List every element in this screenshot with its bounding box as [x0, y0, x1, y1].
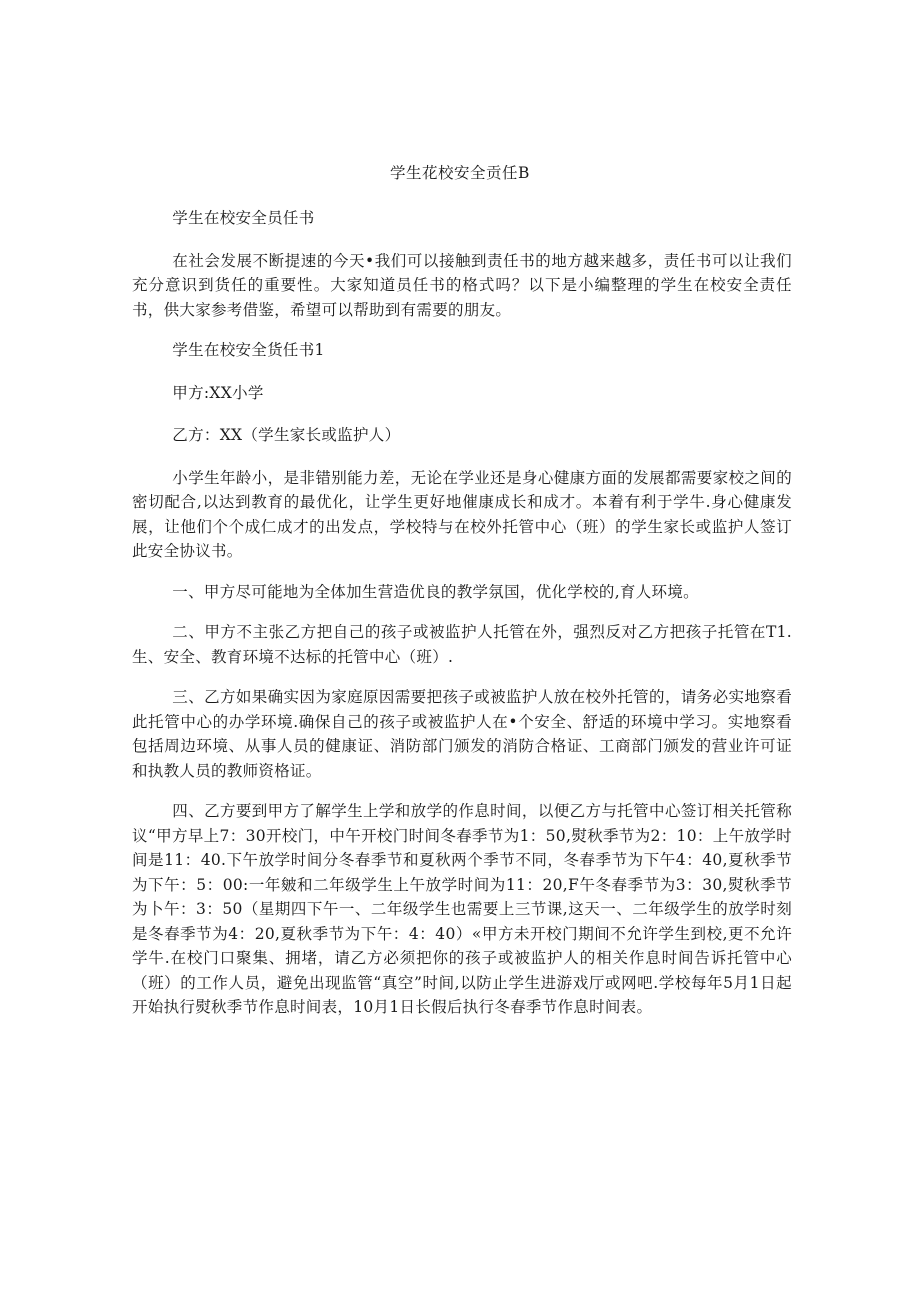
clause-4: 四、乙方要到甲方了解学生上学和放学的作息时间，以便乙方与托管中心签订相关托管称议“甲方早上7：30开校门，中午开校门时间冬春季节为1：50,熨秋季节为2：10：上午放学时间是11：40.下午放学时间分冬春季节和夏秋两个季节不同，冬春季节为下午4：40,夏秋季节为下午：5：00:一年皴和二年级学生上午放学时间为11：20,F午冬春季节为3：30,熨秋季节为卜午：3：50（星期四下午一、二年级学生也需要上三节课,这天一、二年级学生的放学时刻是冬春季节为4：20,夏秋季节为下午：4：40）«甲方未开校门期间不允许学生到校,更不允许学牛.在校门口聚集、拥堵，请乙方必须把你的孩子或被监护人的相关作息时间告诉托管中心（班）的工作人员，避免出现监管“真空”时间,以防止学生进游戏厅或网吧.学校每年5月1日起开始执行熨秋季节作息时间表，10月1日长假后执行冬春季节作息时间表。: [132, 802, 792, 1016]
party-b-line: 乙方：XX（学生家长或监护人）: [172, 426, 401, 444]
clause-3: 三、乙方如果确实因为家庭原因需要把孩子或被监护人放在校外托管的，请务必实地察看此托管中心的办学环境.确保自己的孩子或被监护人在•个安全、舒适的环境中学习。实地察看包括周边环境、从事人员的健康证、消防部门颁发的消防合格证、工商部门颁发的营业许可证和执教人员的教师资格证。: [132, 688, 792, 780]
preamble-paragraph: 小学生年龄小，是非错别能力差，无论在学业还是身心健康方面的发展都需要家校之间的密切配合,以达到教育的最优化，让学生更好地催康成长和成才。本着有利于学牛.身心健康发展，让他们个个成仁成才的出发点，学校特与在校外托管中心（班）的学生家长或监护人签订此安全协议书。: [132, 468, 792, 560]
intro-paragraph: 在社会发展不断提速的今天•我们可以接触到责任书的地方越来越多，责任书可以让我们充分意识到货任的重要性。大家知道员任书的格式吗？以下是小编整理的学生在校安全责任书，供大家参考借鉴，希望可以帮助到有需要的朋友。: [132, 251, 792, 319]
document-title: 学生花校安全贡任B: [390, 164, 530, 182]
clause-1: 一、甲方尽可能地为全体加生营造优良的教学氛国，优化学校的,育人环境。: [172, 582, 699, 601]
party-a-line: 甲方:XX小学: [172, 383, 264, 402]
document-subtitle: 学生在校安全员任书: [172, 209, 315, 227]
document-body: [132, 206, 792, 1036]
section-heading: 学生在校安全货任书1: [172, 341, 325, 359]
clause-2: 二、甲方不主张乙方把自己的孩子或被监护人托管在外，强烈反对乙方把孩子托管在T1.生、安全、教育环境不达标的托管中心（班）.: [132, 623, 792, 666]
